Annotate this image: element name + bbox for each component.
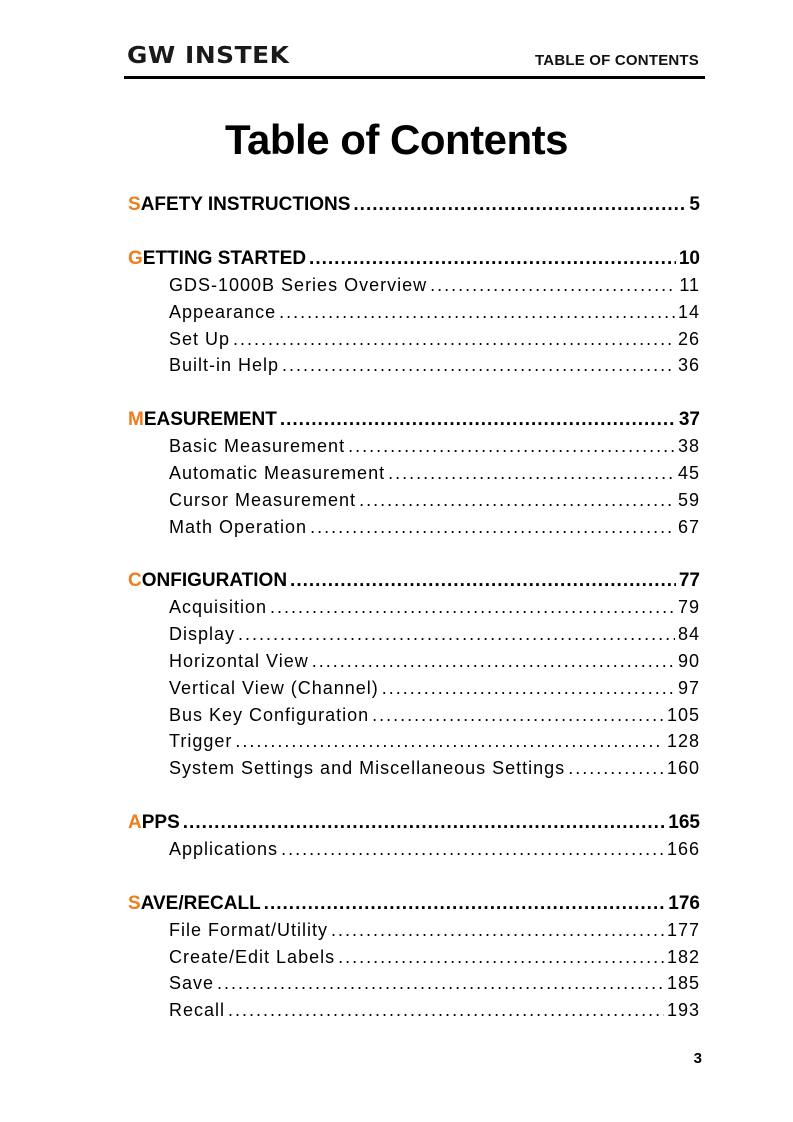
subentry-page: 160 bbox=[666, 758, 700, 779]
dot-leader bbox=[372, 705, 664, 726]
toc-chapter-entry[interactable] bbox=[128, 812, 700, 839]
toc-subentry[interactable] bbox=[128, 463, 700, 490]
dot-leader bbox=[430, 275, 676, 296]
toc-subentry[interactable] bbox=[128, 436, 700, 463]
chapter-page: 176 bbox=[668, 892, 700, 914]
toc-subentry[interactable] bbox=[128, 355, 700, 382]
dot-leader bbox=[217, 973, 664, 994]
chapter-title-rest: ONFIGURATION bbox=[141, 570, 288, 592]
dot-leader bbox=[568, 758, 664, 779]
chapter-initial: C bbox=[128, 570, 142, 592]
chapter-page: 37 bbox=[678, 409, 700, 431]
toc-chapter-entry[interactable] bbox=[128, 570, 700, 597]
dot-leader bbox=[279, 302, 675, 323]
chapter-initial: A bbox=[128, 811, 142, 833]
subentry-page: 177 bbox=[666, 919, 700, 940]
subentry-title: Vertical View (Channel) bbox=[169, 677, 379, 698]
subentry-title: Display bbox=[169, 624, 236, 645]
dot-leader bbox=[280, 409, 676, 431]
dot-leader bbox=[312, 651, 675, 672]
toc-subentry[interactable] bbox=[128, 678, 700, 705]
chapter-title-rest: EASUREMENT bbox=[143, 409, 277, 431]
subentry-title: Acquisition bbox=[169, 597, 268, 618]
toc-subentry[interactable] bbox=[128, 947, 700, 974]
dot-leader bbox=[348, 436, 675, 457]
chapter-initial: M bbox=[128, 409, 144, 431]
toc-subentry[interactable] bbox=[128, 651, 700, 678]
chapter-page: 165 bbox=[668, 811, 700, 833]
toc-section bbox=[128, 893, 700, 1027]
subentry-page: 45 bbox=[677, 462, 700, 483]
subentry-page: 105 bbox=[666, 704, 700, 725]
chapter-title bbox=[128, 409, 277, 431]
subentry-page: 90 bbox=[677, 650, 700, 671]
header-divider bbox=[124, 76, 705, 79]
chapter-title bbox=[128, 248, 306, 270]
dot-leader bbox=[270, 597, 675, 618]
dot-leader bbox=[235, 731, 664, 752]
toc-subentry[interactable] bbox=[128, 490, 700, 517]
subentry-title: Trigger bbox=[169, 731, 233, 752]
subentry-page: 193 bbox=[666, 1000, 700, 1021]
subentry-page: 59 bbox=[677, 489, 700, 510]
chapter-title bbox=[128, 893, 261, 915]
page-title: Table of Contents bbox=[224, 116, 569, 163]
dot-leader bbox=[264, 893, 666, 915]
toc-chapter-entry[interactable] bbox=[128, 893, 700, 920]
subentry-page: 11 bbox=[679, 275, 700, 295]
chapter-title-rest: AVE/RECALL bbox=[140, 892, 261, 914]
chapter-initial: G bbox=[128, 248, 143, 269]
subentry-title: File Format/Utility bbox=[169, 919, 329, 940]
chapter-title-rest: ETTING STARTED bbox=[142, 248, 307, 269]
subentry-title: System Settings and Miscellaneous Settings bbox=[169, 758, 566, 779]
toc-chapter-entry[interactable] bbox=[128, 409, 700, 436]
subentry-page: 84 bbox=[677, 624, 700, 645]
toc-subentry[interactable] bbox=[128, 275, 700, 302]
subentry-title: Create/Edit Labels bbox=[169, 946, 336, 967]
subentry-page: 36 bbox=[677, 355, 700, 376]
subentry-page: 79 bbox=[677, 597, 700, 618]
subentry-title: Save bbox=[169, 973, 215, 994]
toc-subentry[interactable] bbox=[128, 517, 700, 544]
dot-leader bbox=[290, 570, 676, 592]
toc-subentry[interactable] bbox=[128, 839, 700, 866]
chapter-title-rest: PPS bbox=[141, 811, 180, 833]
chapter-title bbox=[128, 194, 350, 216]
dot-leader bbox=[233, 329, 675, 350]
toc-subentry[interactable] bbox=[128, 302, 700, 329]
table-of-contents bbox=[128, 194, 700, 1054]
chapter-initial: S bbox=[128, 892, 141, 914]
subentry-page: 128 bbox=[666, 731, 700, 752]
dot-leader bbox=[228, 1000, 664, 1021]
toc-section bbox=[128, 570, 700, 785]
chapter-title-rest: AFETY INSTRUCTIONS bbox=[140, 194, 351, 215]
toc-section bbox=[128, 409, 700, 543]
toc-subentry[interactable] bbox=[128, 329, 700, 356]
toc-subentry[interactable] bbox=[128, 920, 700, 947]
subentry-title: Built-in Help bbox=[169, 355, 280, 376]
subentry-title: Basic Measurement bbox=[169, 436, 346, 457]
dot-leader bbox=[282, 355, 675, 376]
toc-subentry[interactable] bbox=[128, 973, 700, 1000]
toc-chapter-entry[interactable] bbox=[128, 248, 700, 275]
toc-section bbox=[128, 194, 700, 221]
subentry-title: Recall bbox=[169, 1000, 226, 1021]
page-number: 3 bbox=[693, 1050, 702, 1067]
chapter-title bbox=[128, 812, 180, 834]
dot-leader bbox=[382, 678, 675, 699]
subentry-title: Math Operation bbox=[169, 516, 308, 537]
subentry-page: 97 bbox=[677, 677, 700, 698]
brand-logo: GW INSTEK bbox=[127, 43, 290, 69]
toc-section bbox=[128, 812, 700, 866]
dot-leader bbox=[183, 812, 666, 834]
dot-leader bbox=[353, 194, 686, 216]
chapter-initial: S bbox=[128, 194, 141, 215]
toc-subentry[interactable] bbox=[128, 731, 700, 758]
dot-leader bbox=[238, 624, 675, 645]
dot-leader bbox=[331, 920, 664, 941]
toc-subentry[interactable] bbox=[128, 1000, 700, 1027]
chapter-page: 77 bbox=[678, 570, 700, 592]
dot-leader bbox=[310, 517, 675, 538]
subentry-page: 182 bbox=[666, 946, 700, 967]
subentry-title: Applications bbox=[169, 838, 279, 859]
toc-subentry[interactable] bbox=[128, 597, 700, 624]
toc-subentry[interactable] bbox=[128, 758, 700, 785]
toc-chapter-entry[interactable] bbox=[128, 194, 700, 221]
toc-subentry[interactable] bbox=[128, 705, 700, 732]
dot-leader bbox=[388, 463, 675, 484]
toc-subentry[interactable] bbox=[128, 624, 700, 651]
subentry-page: 67 bbox=[677, 516, 700, 537]
dot-leader bbox=[359, 490, 675, 511]
subentry-title: Horizontal View bbox=[169, 650, 309, 671]
dot-leader bbox=[309, 248, 676, 270]
dot-leader bbox=[281, 839, 664, 860]
subentry-title: Cursor Measurement bbox=[169, 489, 357, 510]
subentry-title: GDS-1000B Series Overview bbox=[169, 275, 428, 295]
subentry-page: 38 bbox=[677, 436, 700, 457]
subentry-title: Automatic Measurement bbox=[169, 462, 386, 483]
chapter-page: 10 bbox=[678, 248, 700, 269]
subentry-title: Set Up bbox=[169, 328, 231, 349]
chapter-page: 5 bbox=[689, 194, 700, 215]
running-header-title: TABLE OF CONTENTS bbox=[535, 52, 699, 69]
subentry-page: 14 bbox=[677, 301, 700, 322]
subentry-title: Bus Key Configuration bbox=[169, 704, 370, 725]
subentry-page: 166 bbox=[666, 838, 700, 859]
subentry-page: 26 bbox=[677, 328, 700, 349]
subentry-page: 185 bbox=[666, 973, 700, 994]
subentry-title: Appearance bbox=[169, 301, 277, 322]
chapter-title bbox=[128, 570, 287, 592]
toc-section bbox=[128, 248, 700, 382]
dot-leader bbox=[338, 947, 664, 968]
page-header bbox=[124, 40, 705, 80]
